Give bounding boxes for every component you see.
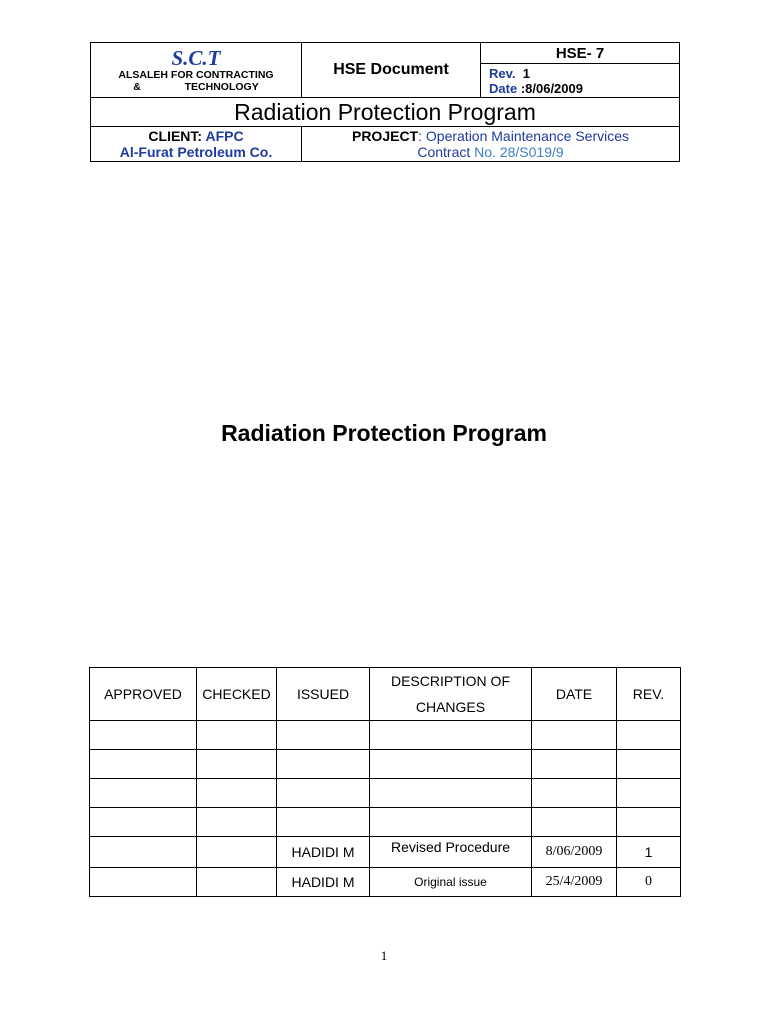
cell-rev: 1	[617, 837, 681, 868]
cell-approved	[90, 721, 197, 750]
rev-value: 1	[522, 65, 530, 81]
company-name: ALSALEH FOR CONTRACTING & TECHNOLOGY	[118, 69, 274, 93]
cell-description: Original issue	[370, 868, 532, 897]
client-cell	[91, 127, 302, 162]
page-number: 1	[380, 948, 388, 963]
header-issued: ISSUED	[277, 668, 370, 721]
revision-header-row	[90, 668, 681, 721]
table-row	[90, 721, 681, 750]
cell-checked	[197, 779, 277, 808]
project-cell	[302, 127, 680, 162]
cell-description	[370, 779, 532, 808]
company-logo: S.C.T	[171, 46, 221, 70]
cell-issued	[277, 721, 370, 750]
cell-date: 25/4/2009	[532, 868, 617, 897]
cell-description	[370, 808, 532, 837]
cell-date	[532, 779, 617, 808]
cell-checked	[197, 837, 277, 868]
header-approved: APPROVED	[90, 668, 197, 721]
cell-date: 8/06/2009	[532, 837, 617, 868]
cell-checked	[197, 868, 277, 897]
table-row	[90, 779, 681, 808]
cell-approved	[90, 837, 197, 868]
cell-checked	[197, 721, 277, 750]
header-title: Radiation Protection Program	[91, 98, 680, 127]
table-row	[90, 837, 681, 868]
client-label: CLIENT:	[148, 128, 203, 144]
header-checked: CHECKED	[197, 668, 277, 721]
revision-table	[89, 667, 681, 897]
header-description: DESCRIPTION OF CHANGES	[370, 668, 532, 721]
table-row	[90, 868, 681, 897]
date-value: :8/06/2009	[520, 80, 583, 96]
document-type: HSE Document	[302, 43, 481, 98]
client-code: AFPC	[205, 128, 244, 144]
cell-description	[370, 750, 532, 779]
cell-issued	[277, 750, 370, 779]
cell-approved	[90, 750, 197, 779]
date-label: Date	[489, 80, 518, 96]
project-name: : Operation Maintenance Services	[418, 128, 629, 144]
cell-issued	[277, 779, 370, 808]
document-header	[90, 42, 680, 162]
cell-date	[532, 750, 617, 779]
cell-checked	[197, 750, 277, 779]
revision-info	[481, 64, 680, 98]
cell-approved	[90, 779, 197, 808]
cell-issued: HADIDI M	[277, 868, 370, 897]
table-row	[90, 750, 681, 779]
company-cell	[91, 43, 302, 98]
cell-issued	[277, 808, 370, 837]
cell-date	[532, 808, 617, 837]
contract-number: No. 28/S019/9	[474, 144, 564, 160]
rev-label: Rev.	[489, 65, 516, 81]
table-row	[90, 808, 681, 837]
cell-checked	[197, 808, 277, 837]
document-code: HSE- 7	[481, 43, 680, 64]
cell-rev	[617, 750, 681, 779]
cell-approved	[90, 868, 197, 897]
cell-approved	[90, 808, 197, 837]
client-name: Al-Furat Petroleum Co.	[119, 144, 273, 160]
cell-rev	[617, 779, 681, 808]
header-rev: REV.	[617, 668, 681, 721]
contract-label: Contract	[417, 144, 471, 160]
cell-date	[532, 721, 617, 750]
cell-description: Revised Procedure	[370, 837, 532, 868]
cell-issued: HADIDI M	[277, 837, 370, 868]
header-date: DATE	[532, 668, 617, 721]
project-label: PROJECT	[351, 128, 419, 144]
cell-rev	[617, 808, 681, 837]
main-title: Radiation Protection Program	[221, 420, 547, 446]
cell-rev: 0	[617, 868, 681, 897]
cell-rev	[617, 721, 681, 750]
cell-description	[370, 721, 532, 750]
